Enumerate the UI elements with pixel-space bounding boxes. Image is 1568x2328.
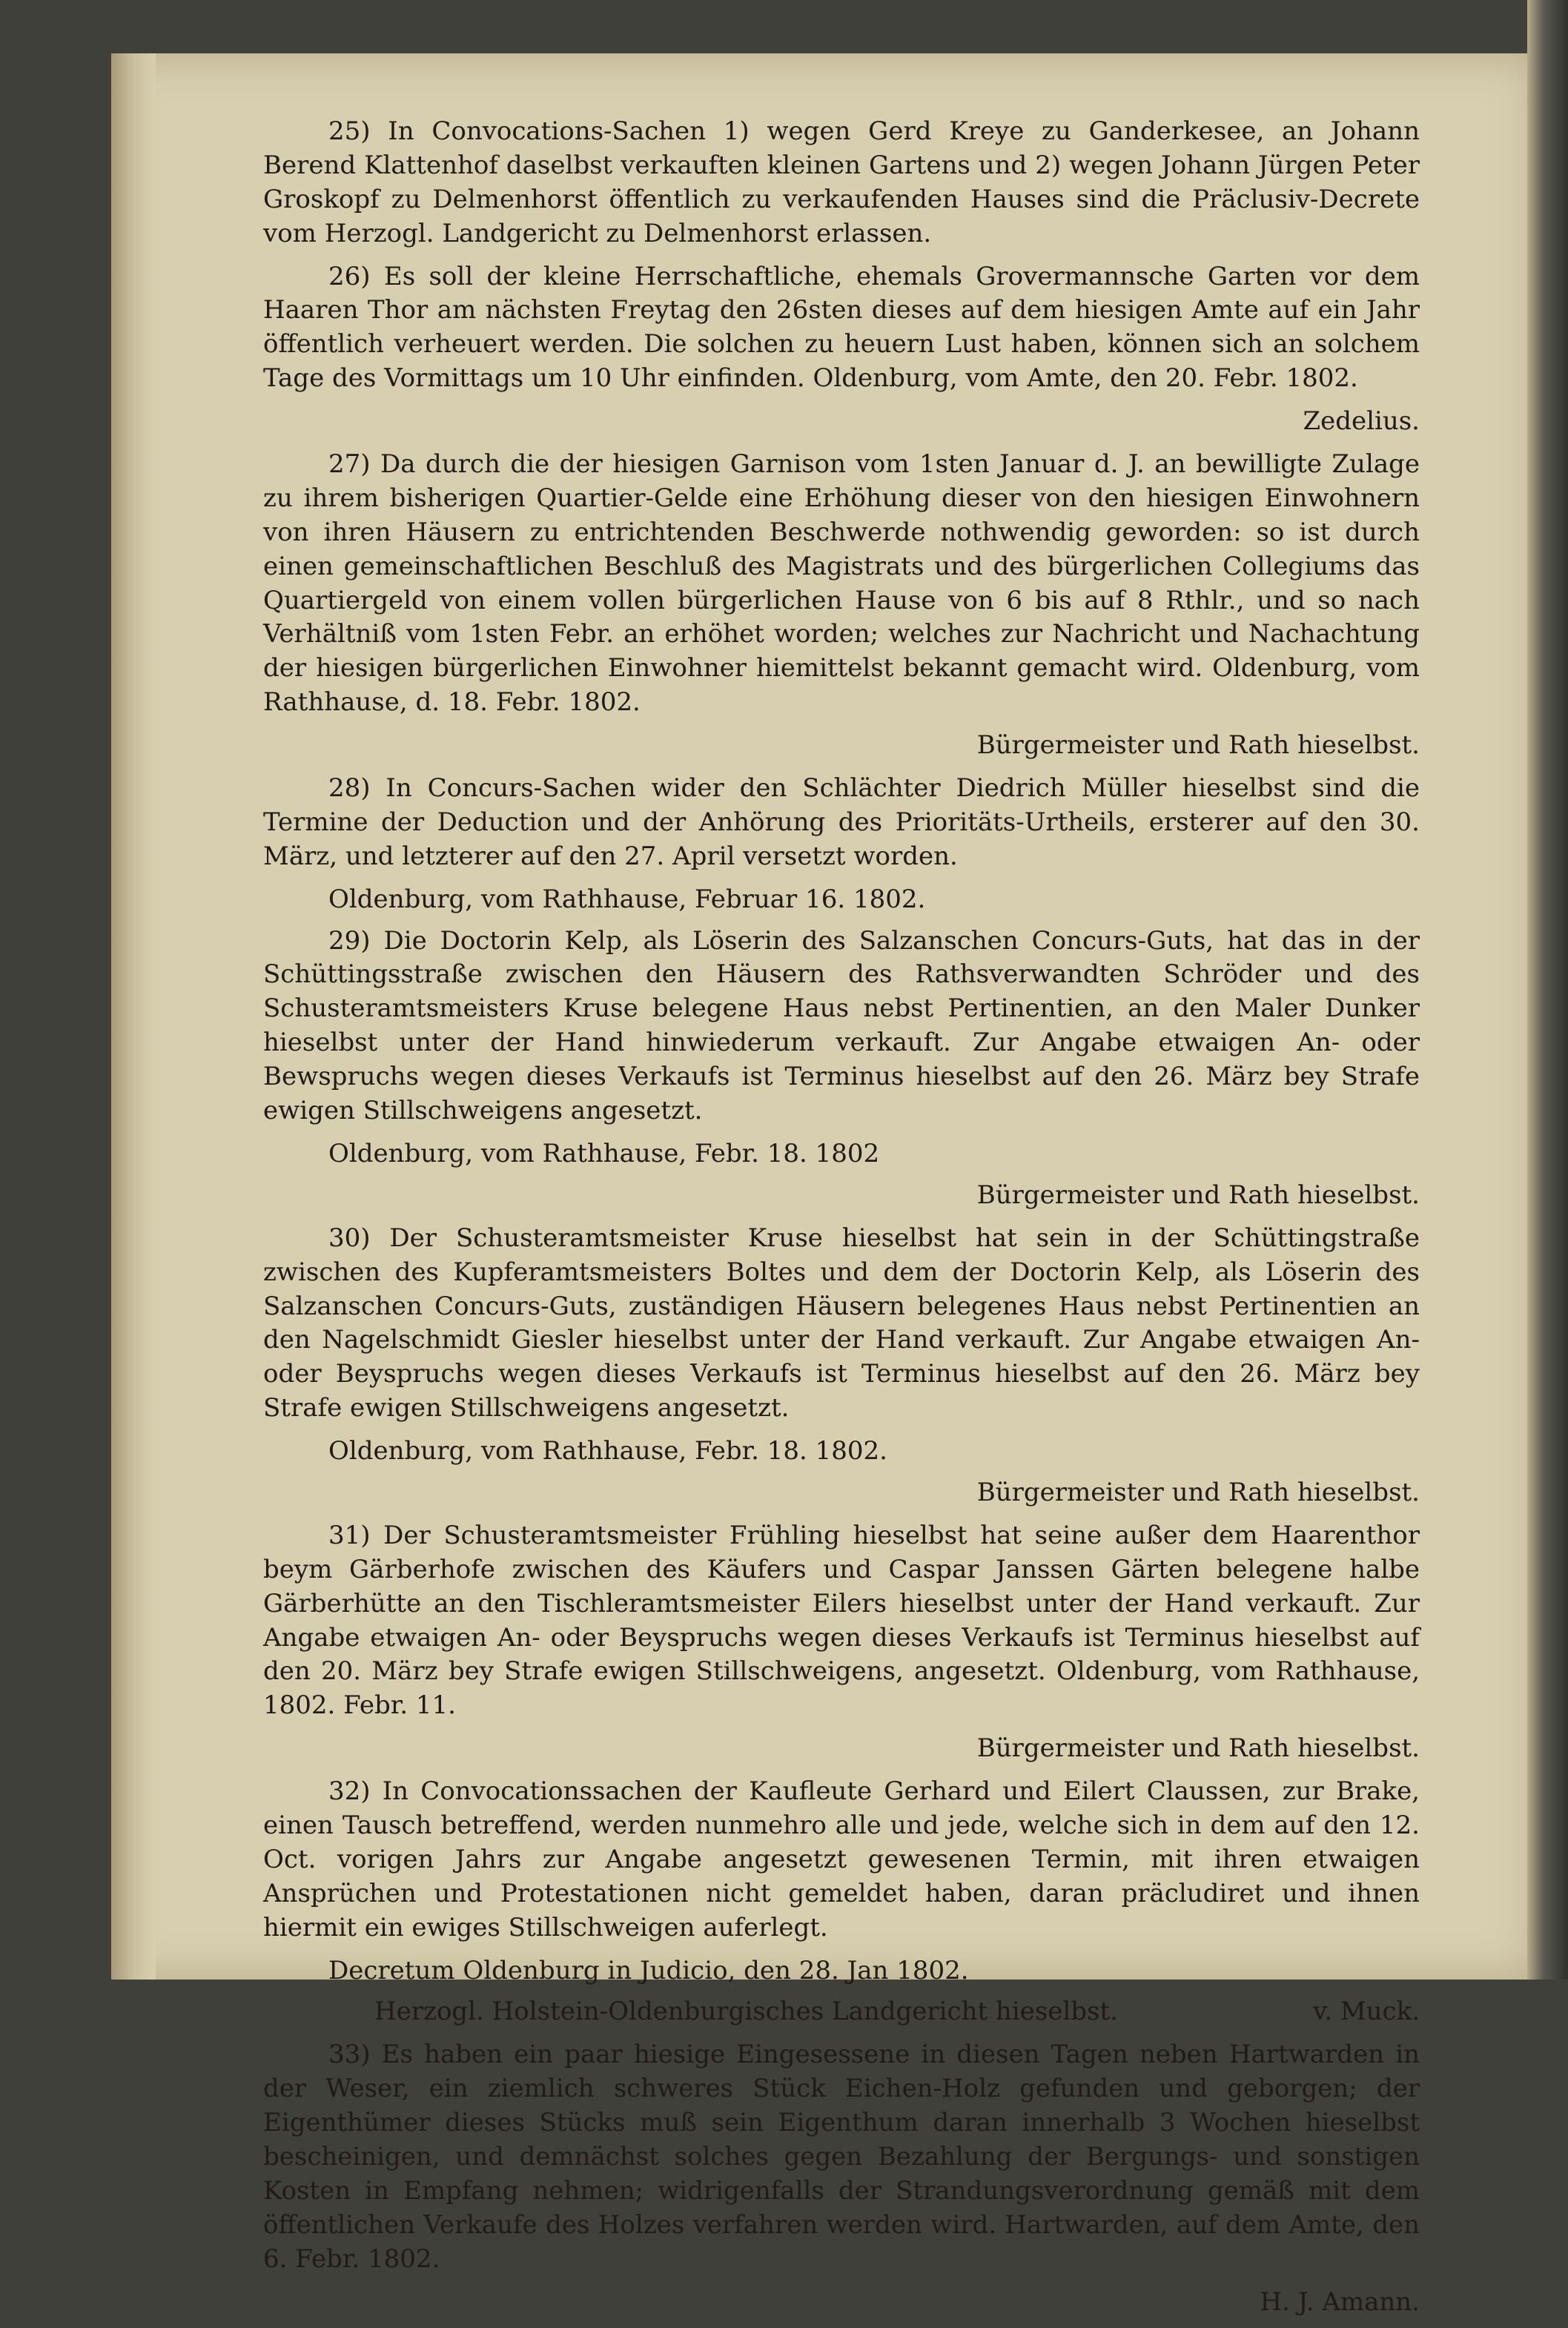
notice-30: 30) Der Schusteramtsmeister Kruse hieselbst hat sein in der Schüttingstraße zwischen des Kupferamtsmeisters Boltes und dem der Doctorin Kelp, als Löserin des Salzanschen Concurs-Guts, zuständigen Häusern belegenes Haus nebst Pertinentien an den Nagelschmidt Giesler hieselbst unter der Hand verkauft. Zur Angabe etwaigen An- oder Beyspruchs wegen dieses Verkaufs ist Terminus hieselbst auf den 26. März bey Strafe ewigen Stillschweigens angesetzt. — [263, 1223, 1420, 1423]
notice-32: 32) In Convocationssachen der Kaufleute Gerhard und Eilert Claussen, zur Brake, einen Tausch betreffend, werden nunmehro alle und jede, welche sich in dem auf den 12. Oct. vorigen Jahrs zur Angabe angesetzt gewesenen Termin, mit ihren etwaigen Ansprüchen und Protestationen nicht gemeldet haben, daran präcludiret und ihnen hiermit ein ewiges Stillschweigen auferlegt. — [263, 1776, 1420, 1942]
notice-32-signature-judge: v. Muck. — [1313, 1997, 1420, 2027]
notice-33: 33) Es haben ein paar hiesige Eingesessene in diesen Tagen neben Hartwarden in der Weser, ein ziemlich schweres Stück Eichen-Holz gefunden und geborgen; der Eigenthümer dieses Stücks muß sein Eigenthum daran innerhalb 3 Wochen hieselbst bescheinigen, und demnächst solches gegen Bezahlung der Bergungs- und sonstigen Kosten in Empfang nehmen; widrigenfalls der Strandungsverordnung gemäß mit dem öffentlichen Verkaufe des Holzes verfahren werden wird. Hartwarden, auf dem Amte, den 6. Febr. 1802. — [263, 2040, 1420, 2274]
notice-29-dateline: Oldenburg, vom Rathhause, Febr. 18. 1802 — [328, 1138, 880, 1168]
notice-28-dateline: Oldenburg, vom Rathhause, Februar 16. 1802. — [328, 884, 926, 914]
notice-32-signatures — [263, 1995, 1420, 2029]
book-gutter — [1527, 0, 1568, 1980]
notice-29-signature: Bürgermeister und Rath hieselbst. — [976, 1180, 1420, 1210]
page-text — [263, 115, 1420, 2328]
notice-28: 28) In Concurs-Sachen wider den Schlächter Diedrich Müller hieselbst sind die Termine der Deduction und der Anhörung des Prioritäts-Urtheils, ersterer auf den 30. März, und letzterer auf den 27. April versetzt worden. — [263, 773, 1420, 871]
notice-26: 26) Es soll der kleine Herrschaftliche, ehemals Grovermannsche Garten vor dem Haaren Thor am nächsten Freytag den 26sten dieses auf dem hiesigen Amte auf ein Jahr öffentlich verheuert werden. Die solchen zu heuern Lust haben, können sich an solchem Tage des Vormittags um 10 Uhr einfinden. Oldenburg, vom Amte, den 20. Febr. 1802. — [263, 261, 1420, 394]
notice-30-dateline: Oldenburg, vom Rathhause, Febr. 18. 1802. — [328, 1436, 887, 1466]
notice-29: 29) Die Doctorin Kelp, als Löserin des Salzanschen Concurs-Guts, hat das in der Schüttingsstraße zwischen den Häusern des Rathsverwandten Schröder und des Schusteramtsmeisters Kruse belegene Haus nebst Pertinentien, an den Maler Dunker hieselbst unter der Hand hinwiederum verkauft. Zur Angabe etwaigen An- oder Bewspruchs wegen dieses Verkaufs ist Terminus hieselbst auf den 26. März bey Strafe ewigen Stillschweigens angesetzt. — [263, 925, 1420, 1126]
notice-27: 27) Da durch die der hiesigen Garnison vom 1sten Januar d. J. an bewilligte Zulage zu ihrem bisherigen Quartier-Gelde eine Erhöhung dieser von den hiesigen Einwohnern von ihren Häusern zu entrichtenden Beschwerde nothwendig geworden: so ist durch einen gemeinschaftlichen Beschluß des Magistrats und des bürgerlichen Collegiums das Quartiergeld von einem vollen bürgerlichen Hause von 6 bis auf 8 Rthlr., und so nach Verhältniß vom 1sten Febr. an erhöhet worden; welches zur Nachricht und Nachachtung der hiesigen bürgerlichen Einwohner hiemittelst bekannt gemacht wird. Oldenburg, vom Rathhause, d. 18. Febr. 1802. — [263, 449, 1420, 718]
page-edge — [111, 53, 156, 1980]
notice-32-dateline: Decretum Oldenburg in Judicio, den 28. Jan 1802. — [328, 1955, 969, 1985]
notice-26-signature: Zedelius. — [1303, 406, 1420, 437]
notice-27-signature: Bürgermeister und Rath hieselbst. — [976, 730, 1420, 761]
notice-30-signature: Bürgermeister und Rath hieselbst. — [976, 1477, 1420, 1507]
notice-31: 31) Der Schusteramtsmeister Frühling hieselbst hat seine außer dem Haarenthor beym Gärberhofe zwischen des Käufers und Caspar Janssen Gärten belegene halbe Gärberhütte an den Tischleramtsmeister Eilers hieselbst unter der Hand verkauft. Zur Angabe etwaigen An- oder Beyspruchs wegen dieses Verkaufs ist Terminus hieselbst auf den 20. März bey Strafe ewigen Stillschweigens, angesetzt. Oldenburg, vom Rathhause, 1802. Febr. 11. — [263, 1520, 1420, 1721]
notice-25: 25) In Convocations-Sachen 1) wegen Gerd Kreye zu Ganderkesee, an Johann Berend Klattenhof daselbst verkauften kleinen Gartens und 2) wegen Johann Jürgen Peter Groskopf zu Delmenhorst öffentlich zu verkaufenden Hauses sind die Präclusiv-Decrete vom Herzogl. Landgericht zu Delmenhorst erlassen. — [263, 116, 1420, 248]
notice-31-signature: Bürgermeister und Rath hieselbst. — [976, 1733, 1420, 1764]
notice-32-signature-court: Herzogl. Holstein-Oldenburgisches Landgericht hieselbst. — [374, 1997, 1118, 2027]
notice-33-signature: H. J. Amann. — [1260, 2286, 1420, 2317]
